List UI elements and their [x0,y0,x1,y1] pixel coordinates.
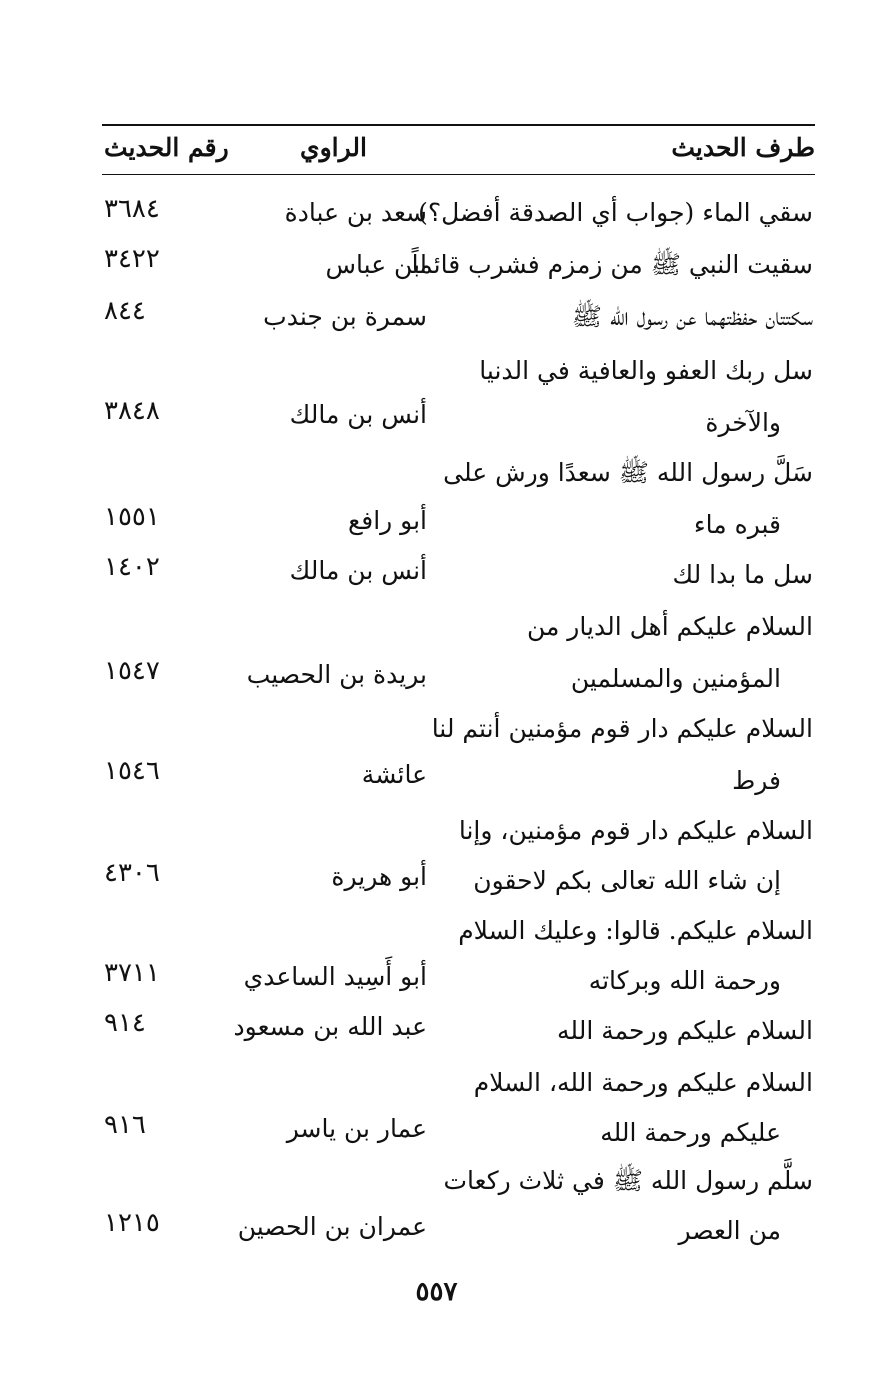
hadith-number: ٨٤٤ [104,296,146,326]
hadith-text-line2: فرط [732,766,781,795]
hadith-number: ١٤٠٢ [104,552,160,582]
hadith-text-line1: السلام عليكم. قالوا: وعليك السلام [458,916,813,945]
hadith-text-line1: السلام عليكم دار قوم مؤمنين أنتم لنا [431,714,813,743]
hadith-number: ١٥٤٧ [104,656,160,686]
hadith-text-line1: السلام عليكم ورحمة الله [557,1016,813,1045]
hadith-number: ٣٧١١ [104,958,160,988]
hadith-number: ٤٣٠٦ [104,858,160,888]
hadith-number: ٣٨٤٨ [104,396,160,426]
narrator: عبد الله بن مسعود [233,1012,427,1041]
header-hadith: طرف الحديث [671,133,815,162]
hadith-number: ١٥٤٦ [104,756,160,786]
hadith-text-line1: سقي الماء (جواب أي الصدقة أفضل؟) [418,198,813,227]
hadith-text-line1: سل ما بدا لك [672,560,813,589]
narrator: سعد بن عبادة [284,198,427,227]
header-rule [102,174,815,175]
header-number: رقم الحديث [104,133,229,162]
hadith-number: ١٥٥١ [104,502,160,532]
narrator: أنس بن مالك [289,556,427,585]
hadith-text-line1: سقيت النبي ﷺ من زمزم فشرب قائماً [411,250,813,279]
hadith-text-line2: والآخرة [705,408,781,437]
narrator: سمرة بن جندب [263,302,427,331]
hadith-text-line1: سكتتان حفظتهما عن رسول الله ﷺ [571,302,813,331]
hadith-text-line1: السلام عليكم ورحمة الله، السلام [473,1068,813,1097]
narrator: عمار بن ياسر [286,1114,427,1143]
hadith-text-line1: سل ربك العفو والعافية في الدنيا [479,356,813,385]
hadith-text-line2: إن شاء الله تعالى بكم لاحقون [473,866,781,895]
narrator: عمران بن الحصين [237,1212,427,1241]
hadith-text-line1: السلام عليكم أهل الديار من [526,612,813,641]
narrator: بريدة بن الحصيب [246,660,427,689]
narrator: أبو هريرة [331,862,427,891]
hadith-number: ٩١٤ [104,1008,146,1038]
narrator: أبو أَسِيد الساعدي [243,962,427,991]
hadith-number: ١٢١٥ [104,1208,160,1238]
narrator: أنس بن مالك [289,400,427,429]
hadith-text-line2: قبره ماء [693,510,781,539]
hadith-number: ٣٦٨٤ [104,194,160,224]
header-narrator: الراوي [300,133,367,162]
hadith-text-line2: ورحمة الله وبركاته [588,966,781,995]
hadith-text-line2: عليكم ورحمة الله [600,1118,781,1147]
narrator: ابن عباس [325,250,427,279]
narrator: أبو رافع [347,506,427,535]
hadith-number: ٩١٦ [104,1110,146,1140]
page-number: ٥٥٧ [415,1277,458,1307]
hadith-text-line2: من العصر [678,1216,781,1245]
hadith-text-line1: سلَّم رسول الله ﷺ في ثلاث ركعات [443,1166,813,1195]
hadith-text-line2: المؤمنين والمسلمين [570,664,781,693]
hadith-text-line1: السلام عليكم دار قوم مؤمنين، وإنا [458,816,813,845]
hadith-text-line1: سَلَّ رسول الله ﷺ سعدًا ورش على [443,458,813,487]
hadith-number: ٣٤٢٢ [104,244,160,274]
narrator: عائشة [361,760,427,789]
